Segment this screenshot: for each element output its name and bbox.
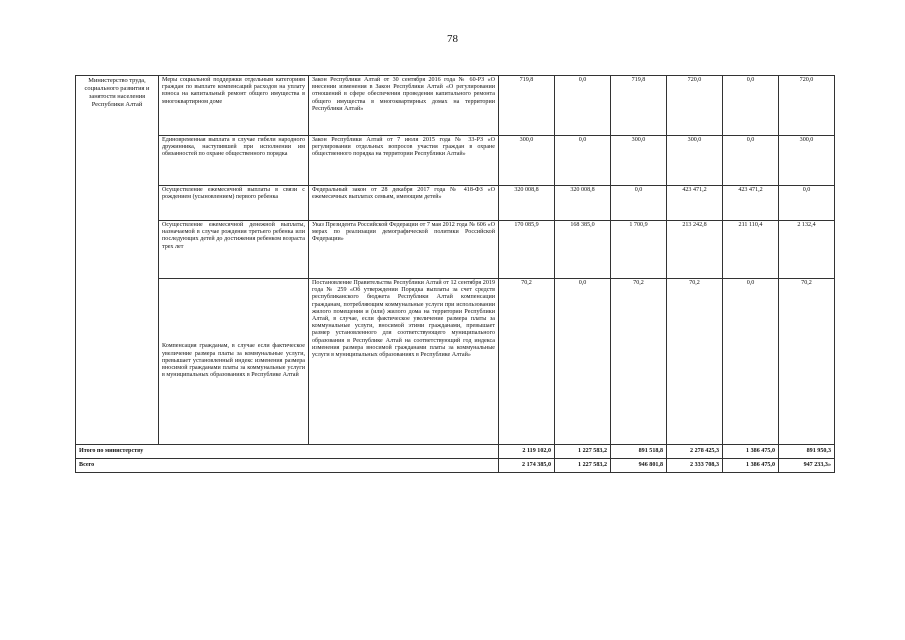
ministry-total-label: Итого по министерству bbox=[76, 445, 499, 459]
total-value-cell: 891 950,3 bbox=[779, 445, 835, 459]
value-cell: 0,0 bbox=[555, 76, 611, 136]
table-row bbox=[76, 279, 835, 445]
measure-cell: Компенсация гражданам, в случае если фактическое увеличение размера платы за коммунальные услуги, превышает установленный индекс изменения размера вносимой гражданами платы за коммунальные услуги в муниципальных образованиях в Республике Алтай bbox=[159, 279, 309, 445]
measure-cell: Осуществление ежемесячной выплаты в связи с рождением (усыновлением) первого ребенка bbox=[159, 186, 309, 221]
agency-cell: Министерство труда, социального развития и занятости населения Республики Алтай bbox=[76, 76, 159, 445]
measure-cell: Единовременная выплата в случае гибели народного дружинника, наступившей при исполнении им обязанностей по охране общественного порядка bbox=[159, 136, 309, 186]
total-value-cell: 1 386 475,0 bbox=[723, 459, 779, 473]
total-value-cell: 2 174 385,0 bbox=[499, 459, 555, 473]
value-cell: 0,0 bbox=[723, 136, 779, 186]
table-row bbox=[76, 221, 835, 279]
law-cell: Постановление Правительства Республики Алтай от 12 сентября 2019 года № 259 «Об утверждении Порядка выплаты за счет средств республиканского бюджета Республики Алтай компенсации гражданам, потребляющим коммунальные услуги при использовании жилого помещения и (или) жилого дома на территории Республики Алтай, в случае, если фактическое увеличение размера платы за коммунальные услуги, вносимой этими гражданами, превышает размер установленного для соответствующего муниципального образования в Республике Алтай на соответствующий год индекса изменения размера вносимой гражданами платы за коммунальные услуги в муниципальных образованиях в Республике Алтай» bbox=[309, 279, 499, 445]
law-cell: Федеральный закон от 28 декабря 2017 года № 418-ФЗ «О ежемесячных выплатах семьям, имеющим детей» bbox=[309, 186, 499, 221]
total-value-cell: 1 386 475,0 bbox=[723, 445, 779, 459]
ministry-total-row bbox=[76, 445, 835, 459]
value-cell: 211 110,4 bbox=[723, 221, 779, 279]
value-cell: 0,0 bbox=[723, 76, 779, 136]
measure-cell: Осуществление ежемесячной денежной выплаты, назначаемой в случае рождения третьего ребенка или последующих детей до достижения ребенком возраста трех лет bbox=[159, 221, 309, 279]
value-cell: 423 471,2 bbox=[723, 186, 779, 221]
total-value-cell: 946 801,8 bbox=[611, 459, 667, 473]
value-cell: 719,8 bbox=[499, 76, 555, 136]
total-value-cell: 947 233,3» bbox=[779, 459, 835, 473]
table-row bbox=[76, 186, 835, 221]
value-cell: 170 085,9 bbox=[499, 221, 555, 279]
grand-total-label: Всего bbox=[76, 459, 499, 473]
value-cell: 2 132,4 bbox=[779, 221, 835, 279]
total-value-cell: 1 227 583,2 bbox=[555, 459, 611, 473]
total-value-cell: 2 119 102,0 bbox=[499, 445, 555, 459]
value-cell: 0,0 bbox=[723, 279, 779, 445]
value-cell: 0,0 bbox=[555, 136, 611, 186]
value-cell: 0,0 bbox=[779, 186, 835, 221]
value-cell: 320 008,8 bbox=[555, 186, 611, 221]
value-cell: 1 700,9 bbox=[611, 221, 667, 279]
value-cell: 168 385,0 bbox=[555, 221, 611, 279]
value-cell: 300,0 bbox=[611, 136, 667, 186]
value-cell: 70,2 bbox=[667, 279, 723, 445]
page-number: 78 bbox=[447, 33, 458, 45]
value-cell: 70,2 bbox=[779, 279, 835, 445]
value-cell: 719,8 bbox=[611, 76, 667, 136]
value-cell: 720,0 bbox=[779, 76, 835, 136]
value-cell: 300,0 bbox=[667, 136, 723, 186]
value-cell: 213 242,8 bbox=[667, 221, 723, 279]
total-value-cell: 891 518,8 bbox=[611, 445, 667, 459]
table-row bbox=[76, 76, 835, 136]
value-cell: 300,0 bbox=[779, 136, 835, 186]
value-cell: 720,0 bbox=[667, 76, 723, 136]
total-value-cell: 2 278 425,3 bbox=[667, 445, 723, 459]
total-value-cell: 2 333 708,3 bbox=[667, 459, 723, 473]
table-row bbox=[76, 136, 835, 186]
measure-cell: Меры социальной поддержки отдельным категориям граждан по выплате компенсаций расходов на уплату взноса на капитальный ремонт общего имущества в многоквартирном доме bbox=[159, 76, 309, 136]
value-cell: 0,0 bbox=[555, 279, 611, 445]
total-value-cell: 1 227 583,2 bbox=[555, 445, 611, 459]
budget-table bbox=[75, 75, 835, 473]
value-cell: 70,2 bbox=[499, 279, 555, 445]
law-cell: Указ Президента Российской Федерации от 7 мая 2012 года № 606 «О мерах по реализации демографической политики Российской Федерации» bbox=[309, 221, 499, 279]
value-cell: 0,0 bbox=[611, 186, 667, 221]
value-cell: 423 471,2 bbox=[667, 186, 723, 221]
law-cell: Закон Республики Алтай от 7 июля 2015 года № 33-РЗ «О регулировании отдельных вопросов участия граждан в охране общественного порядка на территории Республики Алтай» bbox=[309, 136, 499, 186]
law-cell: Закон Республики Алтай от 30 сентября 2016 года № 60-РЗ «О внесении изменения в Закон Республики Алтай «О регулировании отношений в сфере обеспечения проведения капитального ремонта общего имущества в многоквартирных домах на территории Республики Алтай» bbox=[309, 76, 499, 136]
grand-total-row bbox=[76, 459, 835, 473]
value-cell: 300,0 bbox=[499, 136, 555, 186]
value-cell: 70,2 bbox=[611, 279, 667, 445]
value-cell: 320 008,8 bbox=[499, 186, 555, 221]
